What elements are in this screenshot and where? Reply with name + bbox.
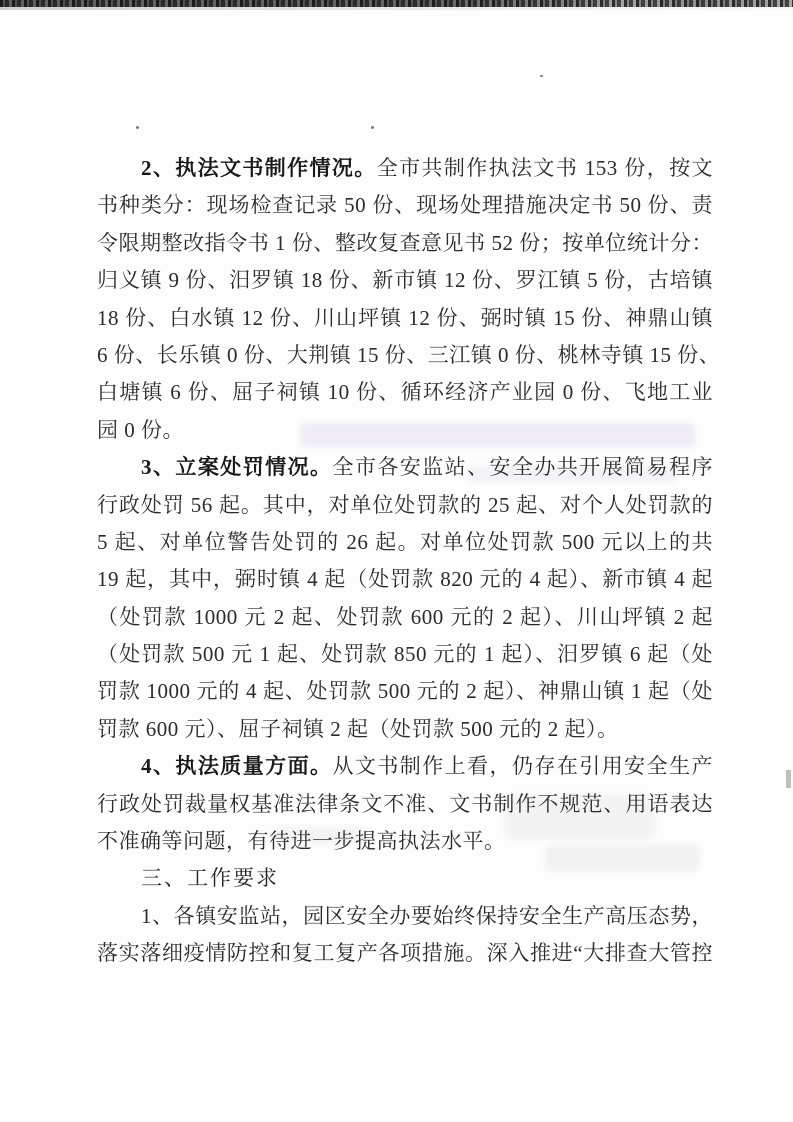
- ink-speck: [371, 126, 374, 129]
- body-text: （处罚款 1000 元 2 起、处罚款 600 元的 2 起）、川山坪镇 2 起: [97, 604, 713, 629]
- document-line: [97, 860, 713, 897]
- document-line: [97, 300, 713, 337]
- body-text: 6 份、长乐镇 0 份、大荆镇 15 份、三江镇 0 份、桃林寺镇 15 份、: [97, 342, 721, 367]
- ink-speck: [136, 126, 139, 129]
- body-text: 19 起，其中，弼时镇 4 起（处罚款 820 元的 4 起）、新市镇 4 起: [97, 567, 713, 592]
- document-line: [97, 150, 713, 187]
- body-text: 5 起、对单位警告处罚的 26 起。对单位处罚款 500 元以上的共: [97, 529, 713, 554]
- body-text: 罚款 600 元）、屈子祠镇 2 起（处罚款 500 元的 2 起）。: [97, 716, 619, 741]
- text-block: [97, 150, 721, 973]
- body-text: 全市各安监站、安全办共开展简易程序: [332, 455, 714, 480]
- document-line: [97, 262, 713, 299]
- document-line: [97, 524, 713, 561]
- document-line: [97, 898, 713, 935]
- body-text: 1、各镇安监站，园区安全办要始终保持安全生产高压态势，: [141, 903, 713, 928]
- document-line: [97, 636, 713, 673]
- paragraph-lead-text: 4、执法质量方面。: [141, 754, 333, 779]
- body-text: 18 份、白水镇 12 份、川山坪镇 12 份、弼时镇 15 份、神鼎山镇: [97, 305, 713, 330]
- body-text: 书种类分：现场检查记录 50 份、现场处理措施决定书 50 份、责: [97, 193, 713, 218]
- body-text: 全市共制作执法文书 153 份，按文: [376, 156, 714, 180]
- body-text: 行政处罚 56 起。其中，对单位处罚款的 25 起、对个人处罚款的: [97, 492, 713, 517]
- body-text: 令限期整改指令书 1 份、整改复查意见书 52 份；按单位统计分：: [97, 230, 713, 255]
- scanner-edge-fade-artifact: [0, 7, 793, 10]
- document-line: [97, 711, 713, 748]
- body-text: 归义镇 9 份、汨罗镇 18 份、新市镇 12 份、罗江镇 5 份，古培镇: [97, 268, 713, 293]
- document-line: [97, 599, 713, 636]
- ink-speck: [540, 75, 543, 77]
- body-text: 白塘镇 6 份、屈子祠镇 10 份、循环经济产业园 0 份、飞地工业: [97, 380, 713, 405]
- document-line: [97, 673, 713, 710]
- document-line: [97, 935, 713, 972]
- document-line: [97, 225, 713, 262]
- body-text: 园 0 份。: [97, 417, 184, 442]
- document-line: [97, 786, 713, 823]
- document-line: [97, 748, 713, 785]
- scan-edge-mark: [786, 770, 791, 788]
- document-line: [97, 187, 713, 224]
- document-line: [97, 487, 713, 524]
- body-text: 行政处罚裁量权基准法律条文不准、文书制作不规范、用语表达: [97, 791, 713, 816]
- body-text: 罚款 1000 元的 4 起、处罚款 500 元的 2 起）、神鼎山镇 1 起（处: [97, 679, 713, 704]
- document-line: [97, 337, 721, 374]
- body-text: 落实落细疫情防控和复工复产各项措施。深入推进“大排查大管控: [97, 941, 713, 966]
- body-text: 不准确等问题，有待进一步提高执法水平。: [97, 829, 506, 854]
- section-heading-text: 三、工作要求: [141, 867, 279, 891]
- document-line: [97, 449, 713, 486]
- paragraph-lead-text: 2、执法文书制作情况。: [141, 156, 377, 180]
- body-text: （处罚款 500 元 1 起、处罚款 850 元的 1 起）、汨罗镇 6 起（处: [97, 642, 713, 667]
- paragraph-lead-text: 3、立案处罚情况。: [141, 455, 333, 480]
- document-line: [97, 412, 713, 449]
- document-line: [97, 823, 713, 860]
- scanner-edge-artifact: [0, 0, 793, 7]
- document-line: [97, 374, 713, 411]
- document-line: [97, 561, 713, 598]
- body-text: 从文书制作上看，仍存在引用安全生产: [332, 754, 714, 779]
